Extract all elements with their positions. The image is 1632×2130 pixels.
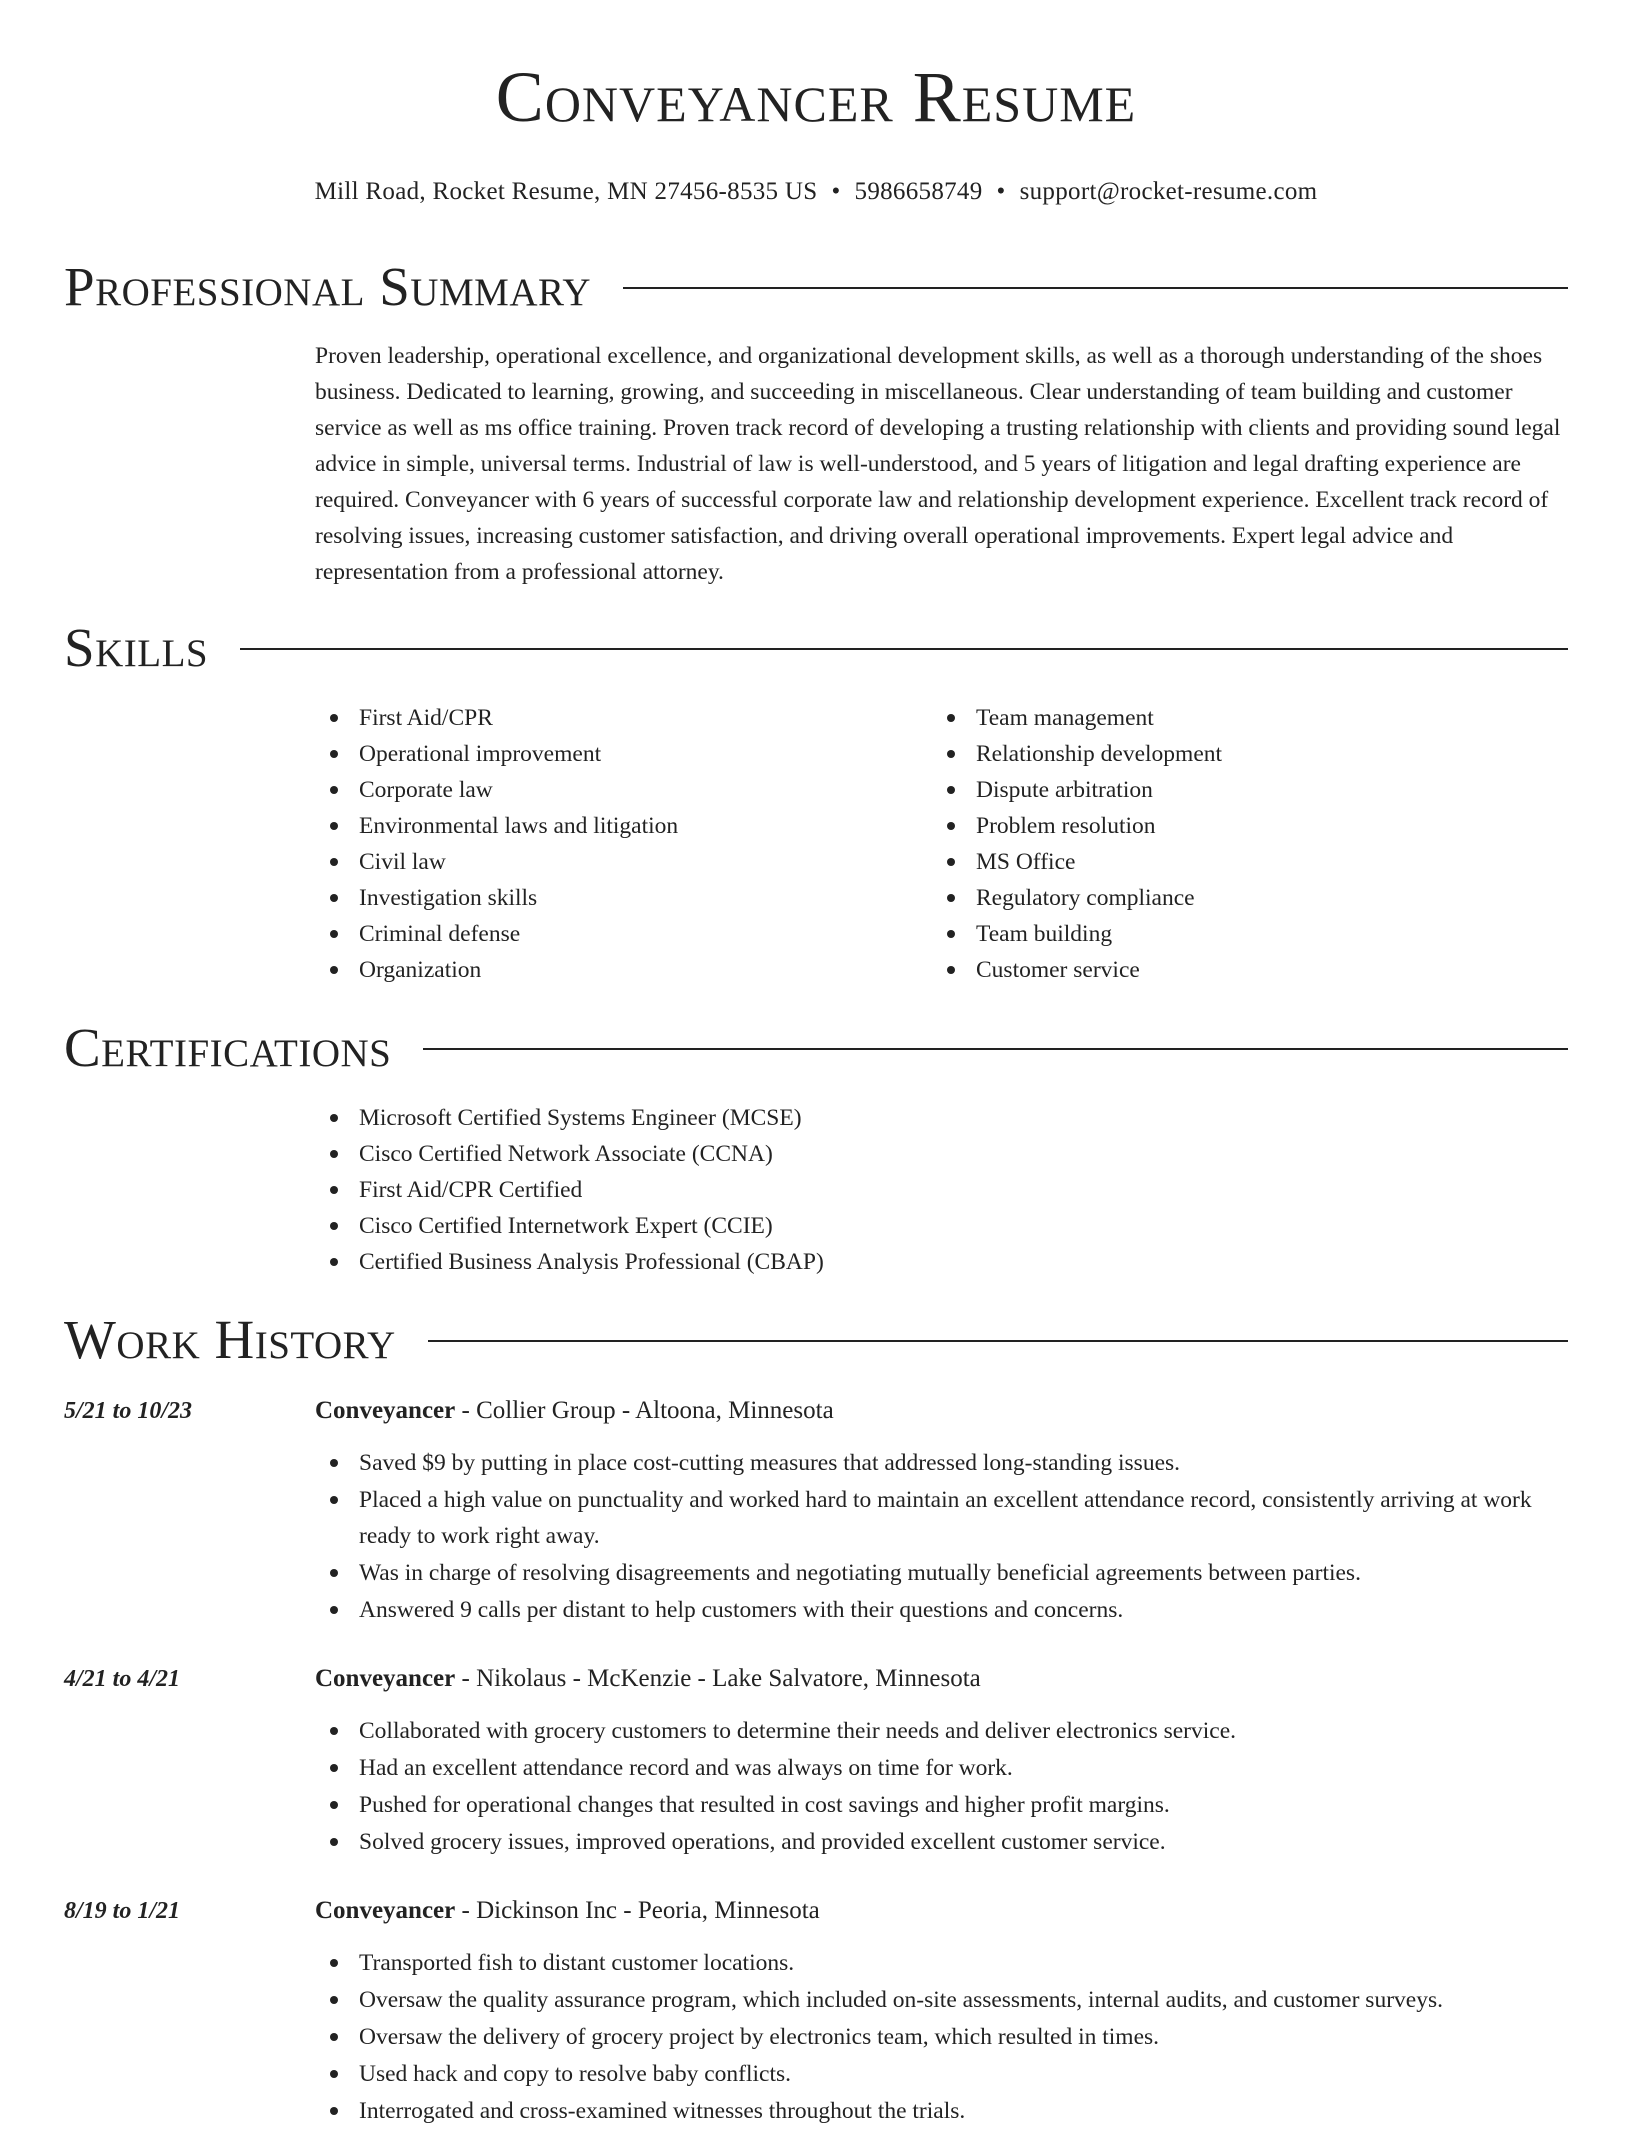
certification-item: Microsoft Certified Systems Engineer (MCSE) xyxy=(315,1100,1515,1136)
section-header-certifications xyxy=(64,1016,1568,1080)
job-bullets xyxy=(315,1445,1568,1629)
skill-item: Team building xyxy=(932,916,1532,952)
job-bullet: Oversaw the delivery of grocery project by electronics team, which resulted in times. xyxy=(315,2019,1568,2055)
skill-item: Relationship development xyxy=(932,736,1532,772)
skill-item: Corporate law xyxy=(315,772,915,808)
skill-item: Organization xyxy=(315,952,915,988)
certification-item: Cisco Certified Network Associate (CCNA) xyxy=(315,1136,1515,1172)
skill-item: First Aid/CPR xyxy=(315,700,915,736)
job-heading xyxy=(315,1661,981,1697)
job-bullet: Interrogated and cross-examined witnesses throughout the trials. xyxy=(315,2093,1568,2129)
skill-item: Regulatory compliance xyxy=(932,880,1532,916)
section-header-skills xyxy=(64,616,1568,680)
job-dates: 4/21 to 4/21 xyxy=(64,1666,181,1692)
skill-item: Civil law xyxy=(315,844,915,880)
job-title: Conveyancer xyxy=(315,1397,456,1424)
job-title: Conveyancer xyxy=(315,1665,456,1692)
job-bullet: Used hack and copy to resolve baby conflicts. xyxy=(315,2056,1568,2092)
skill-item: Dispute arbitration xyxy=(932,772,1532,808)
job-bullets xyxy=(315,1713,1568,1861)
job-employer-location: - Collier Group - Altoona, Minnesota xyxy=(455,1397,834,1424)
job-employer-location: - Nikolaus - McKenzie - Lake Salvatore, Minnesota xyxy=(455,1665,981,1692)
job-bullet: Was in charge of resolving disagreements and negotiating mutually beneficial agreements between parties. xyxy=(315,1555,1568,1591)
section-title-work-history: Work History xyxy=(64,1309,396,1370)
job-dates: 5/21 to 10/23 xyxy=(64,1398,193,1424)
section-header-summary xyxy=(64,255,1568,319)
page-title: Conveyancer Resume xyxy=(495,57,1137,137)
job-bullets xyxy=(315,1945,1568,2130)
job-bullet: Solved grocery issues, improved operations, and provided excellent customer service. xyxy=(315,1824,1568,1860)
contact-email: support@rocket-resume.com xyxy=(1019,178,1318,205)
section-title-certifications: Certifications xyxy=(64,1017,392,1078)
section-header-work-history xyxy=(64,1308,1568,1372)
job-bullet: Pushed for operational changes that resulted in cost savings and higher profit margins. xyxy=(315,1787,1568,1823)
job-bullet: Had an excellent attendance record and was always on time for work. xyxy=(315,1750,1568,1786)
skill-item: Customer service xyxy=(932,952,1532,988)
section-title-skills: Skills xyxy=(64,617,209,678)
job-bullet: Saved $9 by putting in place cost-cutting measures that addressed long-standing issues. xyxy=(315,1445,1568,1481)
contact-address: Mill Road, Rocket Resume, MN 27456-8535 US xyxy=(314,178,818,205)
section-divider xyxy=(240,648,1568,650)
job-heading xyxy=(315,1393,834,1429)
job-bullet: Transported fish to distant customer locations. xyxy=(315,1945,1568,1981)
skills-list-right xyxy=(932,700,1532,988)
section-title-summary: Professional Summary xyxy=(64,256,592,317)
job-dates: 8/19 to 1/21 xyxy=(64,1898,181,1924)
section-divider xyxy=(428,1340,1568,1342)
job-bullet: Collaborated with grocery customers to determine their needs and deliver electronics service. xyxy=(315,1713,1568,1749)
job-heading xyxy=(315,1893,820,1929)
skill-item: Investigation skills xyxy=(315,880,915,916)
skill-item: MS Office xyxy=(932,844,1532,880)
skill-item: Operational improvement xyxy=(315,736,915,772)
contact-line xyxy=(0,174,1632,210)
job-title: Conveyancer xyxy=(315,1897,456,1924)
skill-item: Environmental laws and litigation xyxy=(315,808,915,844)
certification-item: Certified Business Analysis Professional (CBAP) xyxy=(315,1244,1515,1280)
section-divider xyxy=(623,287,1568,289)
skill-item: Problem resolution xyxy=(932,808,1532,844)
professional-summary-text: Proven leadership, operational excellence, and organizational development skills, as well as a thorough understanding of the shoes business. Dedicated to learning, growing, and succeeding in miscellaneous. Clear understanding of team building and customer service as well as ms office training. Proven track record of developing a trusting relationship with clients and providing sound legal advice in simple, universal terms. Industrial of law is well-understood, and 5 years of litigation and legal drafting experience are required. Conveyancer with 6 years of successful corporate law and relationship development experience. Excellent track record of resolving issues, increasing customer satisfaction, and driving overall operational improvements. Expert legal advice and representation from a professional attorney. xyxy=(315,343,1561,585)
skill-item: Criminal defense xyxy=(315,916,915,952)
job-bullet: Oversaw the quality assurance program, which included on-site assessments, internal audits, and customer surveys. xyxy=(315,1982,1568,2018)
section-divider xyxy=(423,1048,1568,1050)
job-bullet: Answered 9 calls per distant to help customers with their questions and concerns. xyxy=(315,1592,1568,1628)
contact-phone: 5986658749 xyxy=(854,178,983,205)
job-bullet: Placed a high value on punctuality and worked hard to maintain an excellent attendance record, consistently arriving at work ready to work right away. xyxy=(315,1482,1568,1554)
certification-item: Cisco Certified Internetwork Expert (CCIE) xyxy=(315,1208,1515,1244)
certification-item: First Aid/CPR Certified xyxy=(315,1172,1515,1208)
contact-separator: • xyxy=(996,178,1006,205)
skill-item: Team management xyxy=(932,700,1532,736)
job-employer-location: - Dickinson Inc - Peoria, Minnesota xyxy=(455,1897,820,1924)
contact-separator: • xyxy=(831,178,841,205)
certifications-list xyxy=(315,1100,1515,1280)
skills-list-left xyxy=(315,700,915,988)
